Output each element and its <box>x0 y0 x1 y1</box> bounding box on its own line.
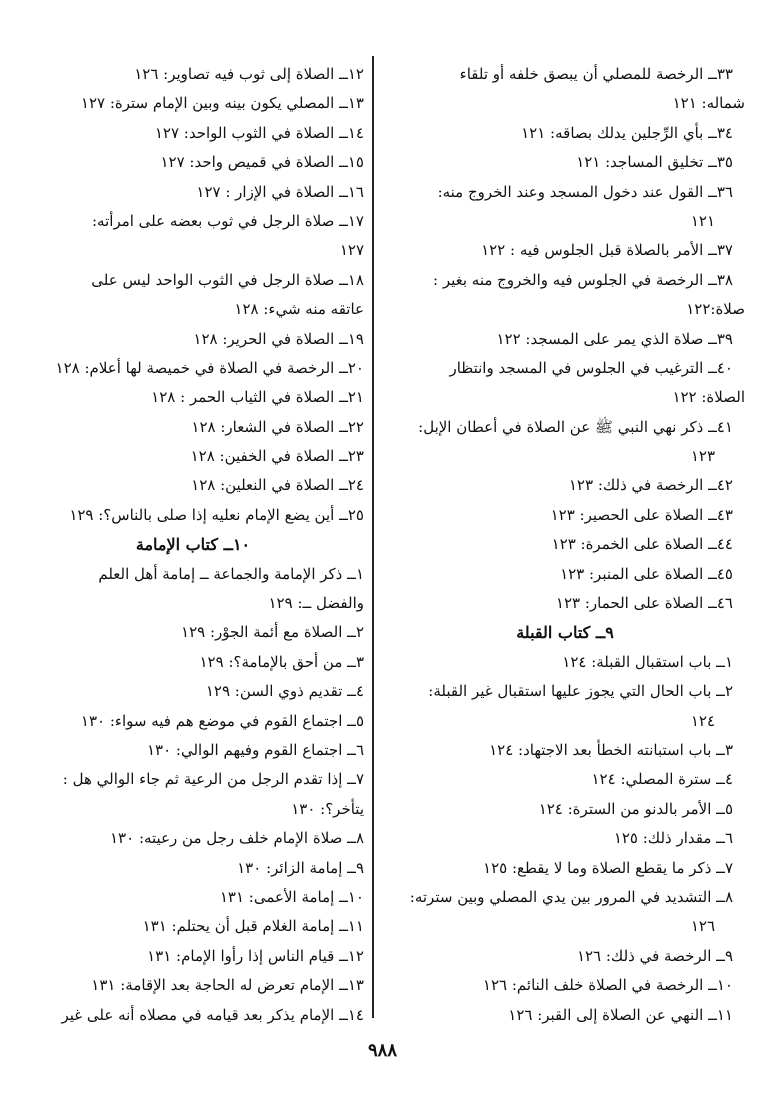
right-index-entry: ١ــ باب استقبال القبلة: ١٢٤ <box>562 652 733 671</box>
right-index-entry: ٤٥ــ الصلاة على المنبر: ١٢٣ <box>560 564 733 583</box>
right-index-entry: ٣٧ــ الأمر بالصلاة قبل الجلوس فيه : ١٢٢ <box>481 241 733 260</box>
right-index-entry: ١١ــ النهي عن الصلاة إلى القبر: ١٢٦ <box>508 1005 733 1024</box>
right-index-entry: ٩ــ الرخصة في ذلك: ١٢٦ <box>576 946 733 965</box>
right-index-entry: ٤٦ــ الصلاة على الحمار: ١٢٣ <box>555 594 733 613</box>
right-index-entry: ٨ــ التشديد في المرور بين يدي المصلي وبين سترته: <box>409 887 733 906</box>
left-index-entry: ١٢ــ الصلاة إلى ثوب فيه تصاوير: ١٢٦ <box>134 65 364 83</box>
left-index-entry: ٢٤ــ الصلاة في النعلين: ١٢٨ <box>191 476 364 495</box>
page-number: ٩٨٨ <box>367 1040 397 1061</box>
right-index-entry: ٦ــ مقدار ذلك: ١٢٥ <box>613 829 733 848</box>
left-index-entry: ٢٠ــ الرخصة في الصلاة في خميصة لها أعلام: ١٢٨ <box>55 358 364 377</box>
left-index-entry: ١٢ــ قيام الناس إذا رأوا الإمام: ١٣١ <box>147 946 364 965</box>
left-index-entry: ١ــ ذكر الإمامة والجماعة ــ إمامة أهل العلم <box>98 564 364 583</box>
left-index-entry: ٨ــ صلاة الإمام خلف رجل من رعيته: ١٣٠ <box>110 829 364 848</box>
right-index-entry: ٣٦ــ القول عند دخول المسجد وعند الخروج منه: <box>437 182 733 201</box>
right-index-entry: ١٠ــ الرخصة في الصلاة خلف النائم: ١٢٦ <box>482 976 733 995</box>
right-column <box>385 60 745 1030</box>
right-index-entry: ٣٥ــ تخليق المساجد: ١٢١ <box>576 153 733 172</box>
left-index-entry: ٦ــ اجتماع القوم وفيهم الوالي: ١٣٠ <box>146 740 364 759</box>
right-index-entry: ٤٢ــ الرخصة في ذلك: ١٢٣ <box>568 476 733 495</box>
left-index-entry: ١١ــ إمامة الغلام قبل أن يحتلم: ١٣١ <box>142 917 364 936</box>
left-index-entry: ٣ــ من أحق بالإمامة؟: ١٢٩ <box>199 652 364 671</box>
left-index-entry: ١٦ــ الصلاة في الإزار : ١٢٧ <box>196 182 364 201</box>
right-index-entry: ٣٣ــ الرخصة للمصلي أن يبصق خلفه أو تلقاء <box>459 65 733 83</box>
left-index-entry: ١٥ــ الصلاة في قميص واحد: ١٢٧ <box>160 153 364 172</box>
right-index-entry: ٢ــ باب الحال التي يجوز عليها استقبال غير القبلة: <box>428 682 733 701</box>
right-index-entry: ٤ــ سترة المصلي: ١٢٤ <box>591 770 733 789</box>
right-index-entry: ٤٤ــ الصلاة على الخمرة: ١٢٣ <box>551 535 733 554</box>
left-column <box>22 60 364 1030</box>
right-index-entry: ٤٠ــ الترغيب في الجلوس في المسجد وانتظار <box>449 358 733 377</box>
right-index-entry: صلاة:١٢٢ <box>686 300 745 319</box>
left-index-entry: ٥ــ اجتماع القوم في موضع هم فيه سواء: ١٣٠ <box>80 711 364 730</box>
right-index-entry: ٣ــ باب استبانته الخطأ بعد الاجتهاد: ١٢٤ <box>489 740 733 759</box>
left-index-entry: ١٢٧ <box>339 241 364 260</box>
left-index-entry: ١٣ــ المصلي يكون بينه وبين الإمام سترة: ١٢٧ <box>80 94 364 113</box>
right-index-entry: ٤٣ــ الصلاة على الحصير: ١٢٣ <box>550 505 733 524</box>
right-index-entry: الصلاة: ١٢٢ <box>672 388 745 407</box>
right-index-entry: ٧ــ ذكر ما يقطع الصلاة وما لا يقطع: ١٢٥ <box>483 858 733 877</box>
left-index-entry: ٩ــ إمامة الزائر: ١٣٠ <box>237 858 364 877</box>
left-index-entry: ٢٣ــ الصلاة في الخفين: ١٢٨ <box>190 447 364 466</box>
right-section-heading: ٩ــ كتاب القبلة <box>516 623 614 643</box>
right-index-entry: ٣٨ــ الرخصة في الجلوس فيه والخروج منه بغير : <box>433 270 733 289</box>
right-index-entry: ٣٤ــ بأي الرِّجلين يدلك بصاقه: ١٢١ <box>521 123 733 142</box>
left-index-entry: ١٨ــ صلاة الرجل في الثوب الواحد ليس على <box>91 270 364 289</box>
left-index-entry: يتأخر؟: ١٣٠ <box>291 799 364 818</box>
left-index-entry: ٢ــ الصلاة مع أئمة الجوْر: ١٢٩ <box>181 623 364 642</box>
right-index-entry: شماله: ١٢١ <box>672 94 745 113</box>
left-index-entry: ١٧ــ صلاة الرجل في ثوب بعضه على امرأته: <box>92 211 364 230</box>
right-index-entry: ٣٩ــ صلاة الذي يمر على المسجد: ١٢٢ <box>496 329 733 348</box>
left-index-entry: ٤ــ تقديم ذوي السن: ١٢٩ <box>205 682 364 701</box>
right-index-entry: ٤١ــ ذكر نهي النبي ﷺ عن الصلاة في أعطان الإبل: <box>418 417 733 436</box>
right-index-entry: ١٢٣ <box>690 447 715 466</box>
left-index-entry: ١٣ــ الإمام تعرض له الحاجة بعد الإقامة: ١٣١ <box>91 976 364 995</box>
left-index-entry: عاتقه منه شيء: ١٢٨ <box>234 300 364 319</box>
left-index-entry: ٢٥ــ أين يضع الإمام نعليه إذا صلى بالناس؟: ١٢٩ <box>69 505 364 524</box>
right-index-entry: ١٢١ <box>690 211 715 230</box>
left-index-entry: ٧ــ إذا تقدم الرجل من الرعية ثم جاء الوالي هل : <box>62 770 364 789</box>
right-index-entry: ١٢٦ <box>690 917 715 936</box>
left-index-entry: والفضل ــ: ١٢٩ <box>268 594 364 613</box>
left-index-entry: ١٤ــ الإمام يذكر بعد قيامه في مصلاه أنه على غير <box>61 1005 364 1024</box>
left-index-entry: ٢١ــ الصلاة في الثياب الحمر : ١٢٨ <box>151 388 364 407</box>
left-index-entry: ٢٢ــ الصلاة في الشعار: ١٢٨ <box>191 417 364 436</box>
right-index-entry: ١٢٤ <box>690 711 715 730</box>
column-divider <box>372 56 374 1018</box>
left-index-entry: ١٩ــ الصلاة في الحرير: ١٢٨ <box>193 329 364 348</box>
left-index-entry: ١٤ــ الصلاة في الثوب الواحد: ١٢٧ <box>154 123 364 142</box>
left-index-entry: ١٠ــ إمامة الأعمى: ١٣١ <box>219 887 364 906</box>
left-section-heading: ١٠ــ كتاب الإمامة <box>135 535 251 555</box>
right-index-entry: ٥ــ الأمر بالدنو من السترة: ١٢٤ <box>538 799 733 818</box>
